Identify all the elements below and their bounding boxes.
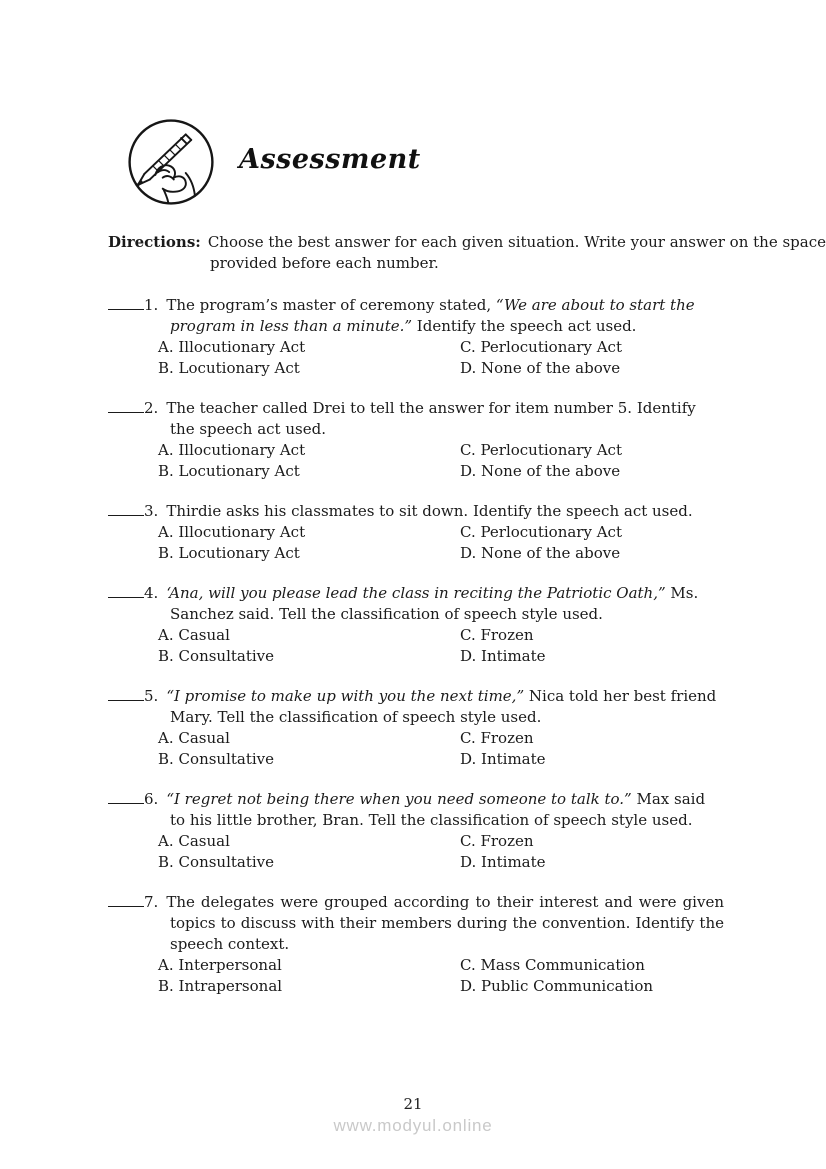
option-b: B. Consultative xyxy=(158,647,275,665)
answer-blank xyxy=(108,790,144,804)
option-a: A. Casual xyxy=(158,626,230,644)
question-number: 4. xyxy=(144,584,159,602)
option-d: D. None of the above xyxy=(460,544,621,562)
option-b: B. Consultative xyxy=(158,750,275,768)
option-d: D. Public Communication xyxy=(460,977,654,995)
answer-blank xyxy=(108,502,144,516)
option-c: C. Mass Communication xyxy=(460,956,645,974)
option-b: B. Consultative xyxy=(158,853,275,871)
options-grid xyxy=(158,728,724,770)
question-number: 1. xyxy=(144,296,159,314)
question-text: “I regret not being there when you need someone to talk to.” Max said to his little brother, Bran. Tell the classification of speech style used. xyxy=(166,790,706,829)
question-item xyxy=(108,295,724,379)
question-stem xyxy=(108,583,724,625)
answer-blank xyxy=(108,296,144,310)
directions xyxy=(108,232,826,274)
question-number: 5. xyxy=(144,687,159,705)
option-c: C. Frozen xyxy=(460,832,534,850)
option-c: C. Perlocutionary Act xyxy=(460,338,622,356)
answer-blank xyxy=(108,687,144,701)
watermark: www.modyul.online xyxy=(333,1116,493,1135)
option-d: D. Intimate xyxy=(460,647,546,665)
question-stem xyxy=(108,295,724,337)
option-a: A. Casual xyxy=(158,832,230,850)
option-c: C. Frozen xyxy=(460,626,534,644)
directions-text: Choose the best answer for each given situation. Write your answer on the space provided before each number. xyxy=(207,233,826,272)
question-text: Thirdie asks his classmates to sit down. Identify the speech act used. xyxy=(166,502,693,520)
option-c: C. Perlocutionary Act xyxy=(460,523,622,541)
question-text: ‘Ana, will you please lead the class in reciting the Patriotic Oath,” Ms. Sanchez said. Tell the classification of speech style used. xyxy=(166,584,699,623)
question-item xyxy=(108,892,724,997)
question-text: “I promise to make up with you the next time,” Nica told her best friend Mary. Tell the classification of speech style used. xyxy=(166,687,717,726)
answer-blank xyxy=(108,399,144,413)
option-b: B. Intrapersonal xyxy=(158,977,283,995)
question-text: The teacher called Drei to tell the answer for item number 5. Identify the speech act used. xyxy=(166,399,696,438)
options-grid xyxy=(158,522,724,564)
options-grid xyxy=(158,955,724,997)
question-number: 3. xyxy=(144,502,159,520)
directions-label: Directions: xyxy=(108,233,201,251)
question-number: 6. xyxy=(144,790,159,808)
question-number: 7. xyxy=(144,893,159,911)
question-stem xyxy=(108,686,724,728)
question-stem xyxy=(108,892,724,955)
options-grid xyxy=(158,831,724,873)
question-text: The program’s master of ceremony stated, “We are about to start the program in less than a minute.” Identify the speech act used. xyxy=(166,296,695,335)
option-d: D. None of the above xyxy=(460,462,621,480)
page-title: Assessment xyxy=(239,143,421,175)
question-item xyxy=(108,789,724,873)
question-stem xyxy=(108,789,724,831)
answer-blank xyxy=(108,584,144,598)
option-d: D. None of the above xyxy=(460,359,621,377)
answer-blank xyxy=(108,893,144,907)
question-list xyxy=(108,295,724,1016)
question-item xyxy=(108,501,724,564)
options-grid xyxy=(158,625,724,667)
question-stem xyxy=(108,501,724,522)
option-c: C. Frozen xyxy=(460,729,534,747)
question-stem xyxy=(108,398,724,440)
option-a: A. Illocutionary Act xyxy=(158,338,306,356)
options-grid xyxy=(158,337,724,379)
page-number: 21 xyxy=(403,1095,423,1113)
option-a: A. Illocutionary Act xyxy=(158,441,306,459)
question-item xyxy=(108,398,724,482)
option-a: A. Illocutionary Act xyxy=(158,523,306,541)
question-number: 2. xyxy=(144,399,159,417)
option-a: A. Casual xyxy=(158,729,230,747)
option-b: B. Locutionary Act xyxy=(158,359,300,377)
question-text: The delegates were grouped according to their interest and were given topics to discuss with their members during the convention. Identify the speech context. xyxy=(166,893,724,953)
question-item xyxy=(108,583,724,667)
assessment-header xyxy=(125,116,421,208)
option-b: B. Locutionary Act xyxy=(158,544,300,562)
question-item xyxy=(108,686,724,770)
option-a: A. Interpersonal xyxy=(158,956,282,974)
option-d: D. Intimate xyxy=(460,750,546,768)
option-d: D. Intimate xyxy=(460,853,546,871)
writing-hand-icon xyxy=(125,116,217,208)
option-c: C. Perlocutionary Act xyxy=(460,441,622,459)
options-grid xyxy=(158,440,724,482)
option-b: B. Locutionary Act xyxy=(158,462,300,480)
